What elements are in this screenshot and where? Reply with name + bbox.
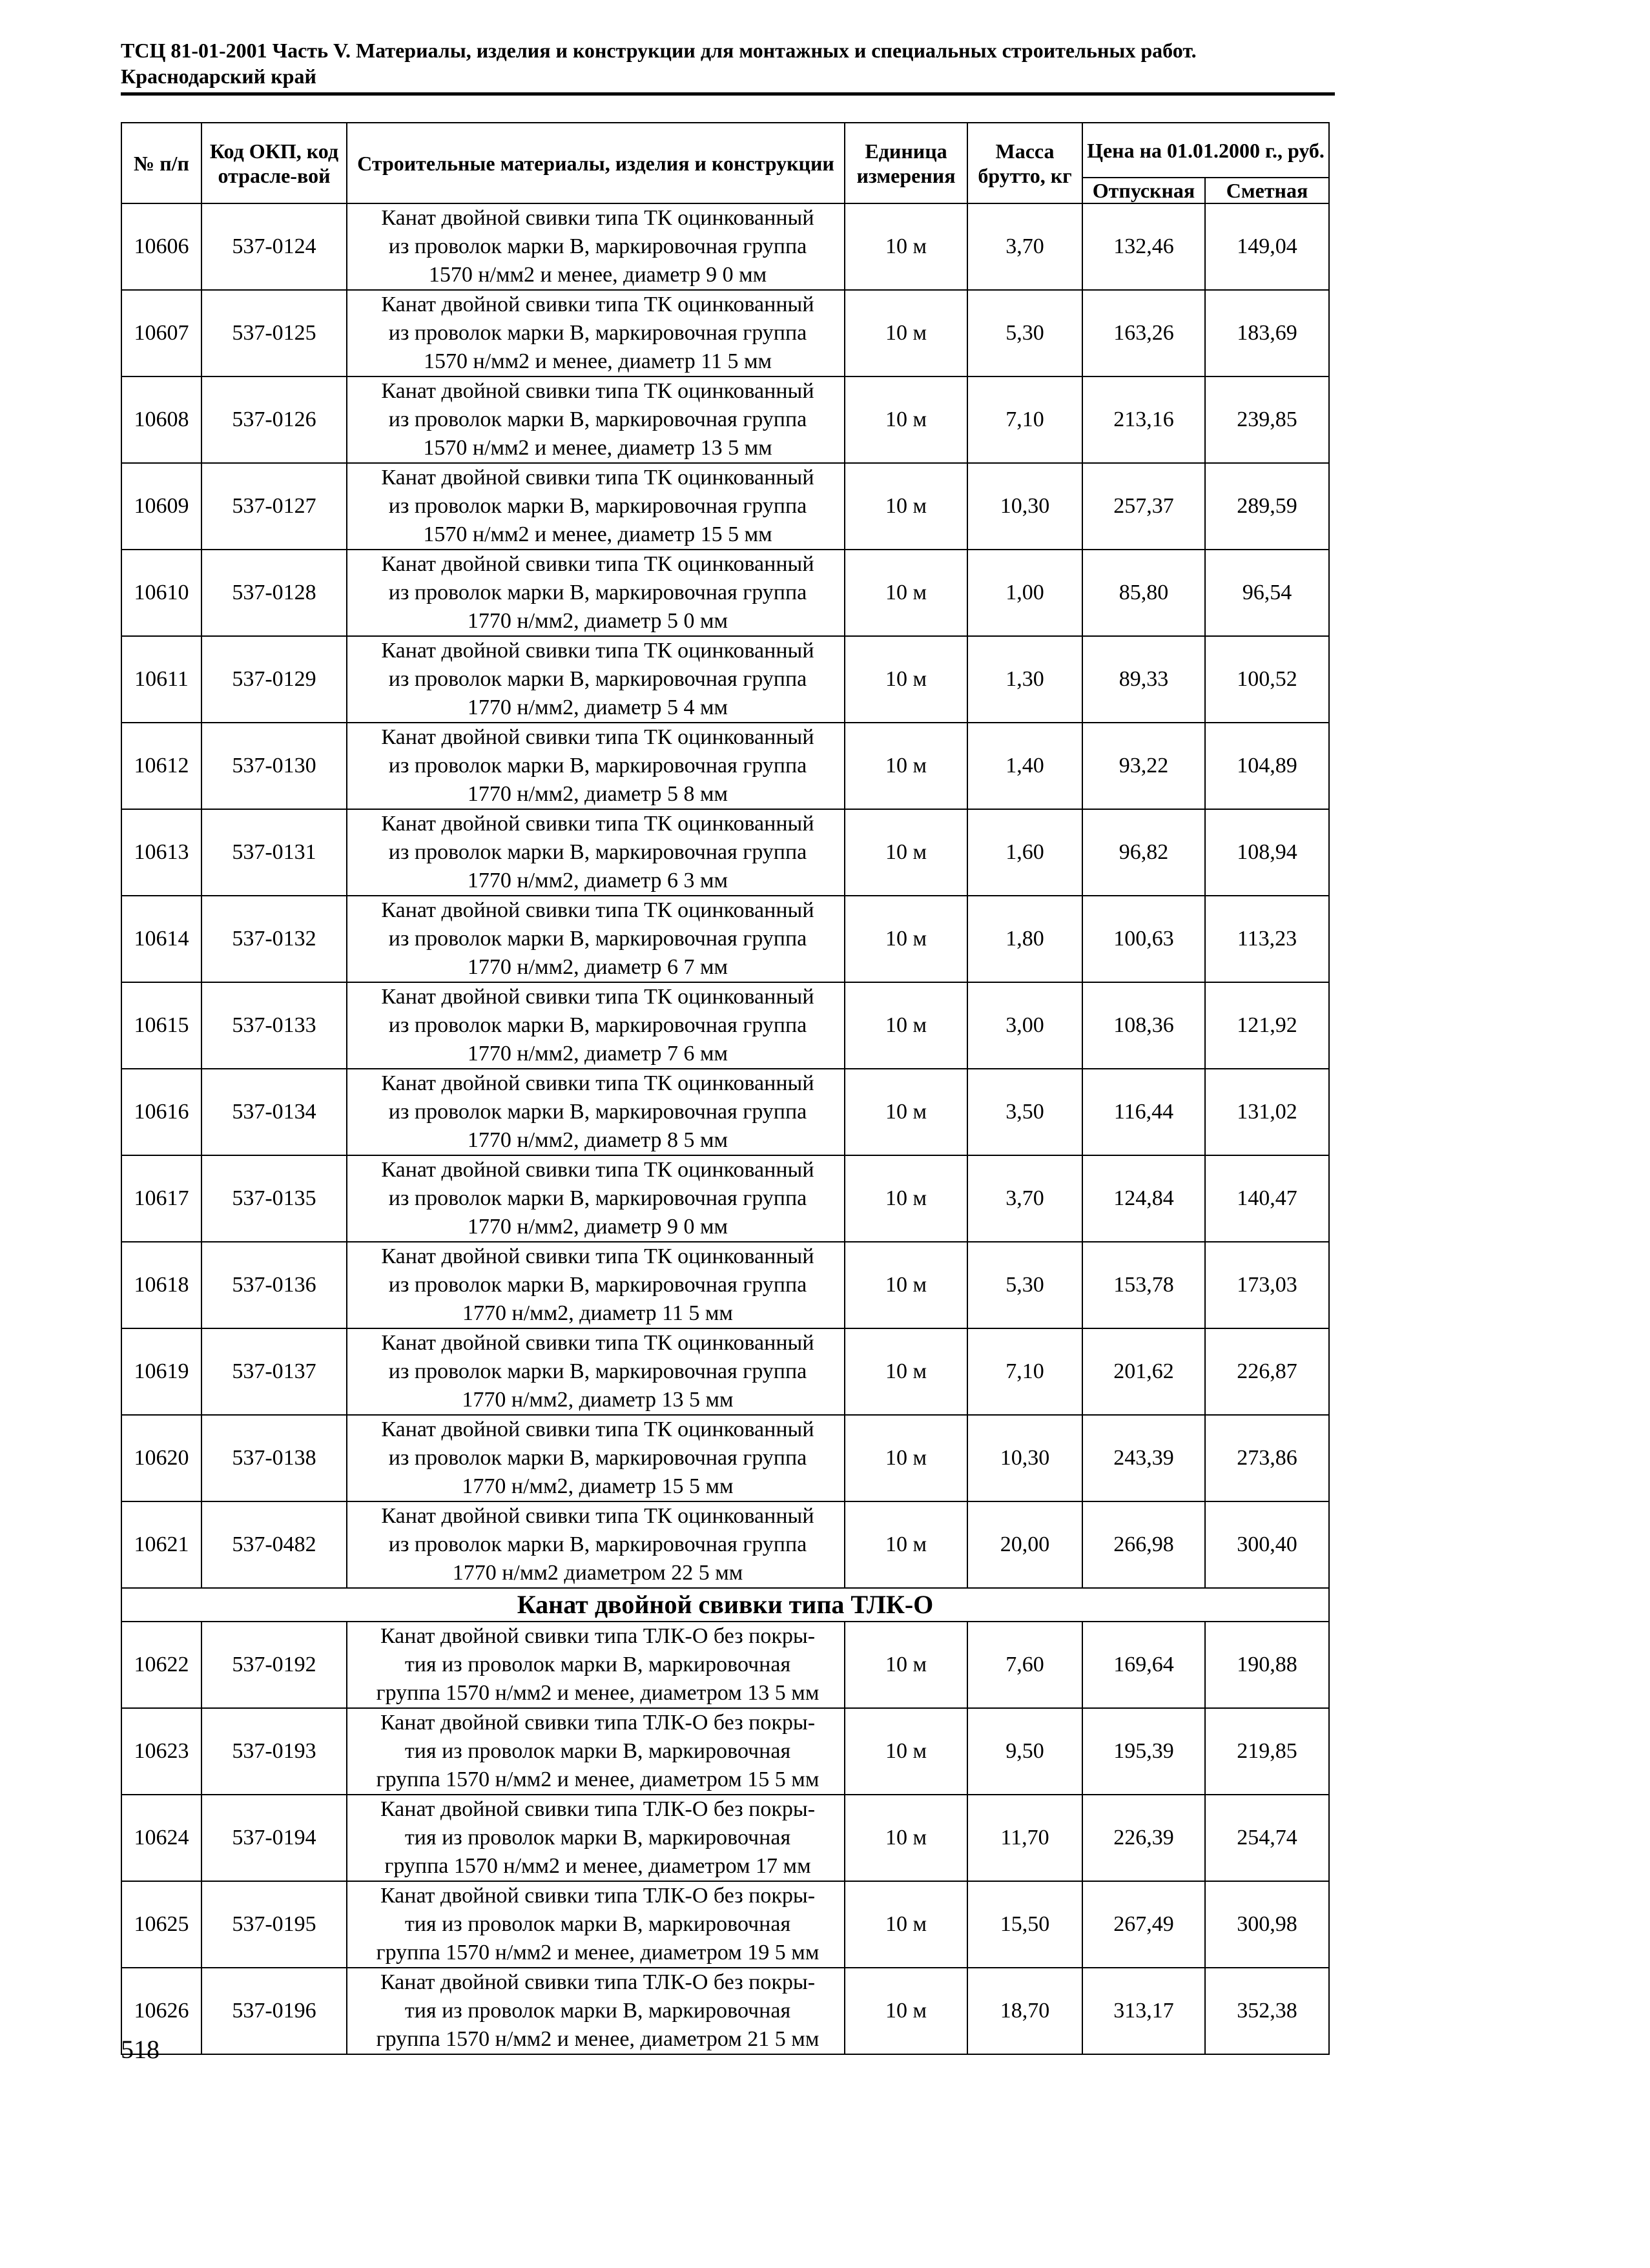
- table-row: [121, 1155, 1329, 1242]
- cell-estimate-price: 273,86: [1205, 1415, 1329, 1501]
- cell-description: [347, 203, 845, 290]
- cell-release-price: 153,78: [1082, 1242, 1205, 1328]
- col-header-code: Код ОКП, код отрасле-вой: [201, 123, 347, 203]
- description-line-1: Канат двойной свивки типа ТК оцинкованный: [381, 1504, 814, 1528]
- description-line-3: группа 1570 н/мм2 и менее, диаметром 17 мм: [384, 1854, 811, 1878]
- cell-description: [347, 1708, 845, 1795]
- cell-release-price: 257,37: [1082, 463, 1205, 550]
- description-line-2: из проволок марки В, маркировочная группа: [388, 927, 807, 951]
- cell-code: 537-0192: [201, 1622, 347, 1708]
- cell-estimate-price: 352,38: [1205, 1968, 1329, 2054]
- cell-unit: 10 м: [845, 896, 967, 982]
- description-line-3: 1770 н/мм2, диаметр 5 8 мм: [467, 782, 728, 806]
- cell-mass: 1,40: [967, 723, 1082, 809]
- table-row: [121, 1622, 1329, 1708]
- cell-mass: 7,10: [967, 376, 1082, 463]
- table-row: [121, 809, 1329, 896]
- cell-code: 537-0193: [201, 1708, 347, 1795]
- cell-unit: 10 м: [845, 290, 967, 376]
- description-line-1: Канат двойной свивки типа ТЛК-О без покры-: [380, 1797, 816, 1821]
- description-line-1: Канат двойной свивки типа ТК оцинкованный: [381, 812, 814, 836]
- cell-release-price: 267,49: [1082, 1881, 1205, 1968]
- page-header: [121, 37, 1348, 89]
- cell-unit: 10 м: [845, 636, 967, 723]
- cell-estimate-price: 113,23: [1205, 896, 1329, 982]
- cell-num: 10609: [121, 463, 201, 550]
- cell-release-price: 163,26: [1082, 290, 1205, 376]
- table-row: [121, 203, 1329, 290]
- cell-code: 537-0137: [201, 1328, 347, 1415]
- description-line-2: тия из проволок марки В, маркировочная: [404, 1653, 791, 1676]
- description-line-2: из проволок марки В, маркировочная группа: [388, 1186, 807, 1210]
- cell-release-price: 313,17: [1082, 1968, 1205, 2054]
- cell-estimate-price: 96,54: [1205, 550, 1329, 636]
- cell-unit: 10 м: [845, 1415, 967, 1501]
- cell-estimate-price: 300,40: [1205, 1501, 1329, 1588]
- cell-estimate-price: 121,92: [1205, 982, 1329, 1069]
- description-line-3: группа 1570 н/мм2 и менее, диаметром 15 5 мм: [376, 1768, 820, 1791]
- table-row: [121, 982, 1329, 1069]
- description-line-2: из проволок марки В, маркировочная группа: [388, 321, 807, 345]
- cell-code: 537-0138: [201, 1415, 347, 1501]
- cell-release-price: 116,44: [1082, 1069, 1205, 1155]
- table-row: [121, 1501, 1329, 1588]
- cell-unit: 10 м: [845, 1155, 967, 1242]
- description-line-1: Канат двойной свивки типа ТК оцинкованный: [381, 379, 814, 403]
- document-region: Краснодарский край: [121, 65, 316, 88]
- cell-mass: 20,00: [967, 1501, 1082, 1588]
- table-row: [121, 463, 1329, 550]
- cell-release-price: 85,80: [1082, 550, 1205, 636]
- description-line-1: Канат двойной свивки типа ТК оцинкованный: [381, 1331, 814, 1355]
- description-line-1: Канат двойной свивки типа ТЛК-О без покры-: [380, 1970, 816, 1994]
- description-line-3: 1770 н/мм2, диаметр 13 5 мм: [462, 1388, 734, 1412]
- description-line-1: Канат двойной свивки типа ТК оцинкованный: [381, 985, 814, 1009]
- description-line-3: 1770 н/мм2, диаметр 9 0 мм: [467, 1215, 728, 1239]
- cell-release-price: 93,22: [1082, 723, 1205, 809]
- description-line-3: 1770 н/мм2, диаметр 5 0 мм: [467, 609, 728, 633]
- cell-release-price: 89,33: [1082, 636, 1205, 723]
- description-line-2: из проволок марки В, маркировочная группа: [388, 1359, 807, 1383]
- cell-num: 10625: [121, 1881, 201, 1968]
- cell-mass: 9,50: [967, 1708, 1082, 1795]
- cell-code: 537-0124: [201, 203, 347, 290]
- cell-description: [347, 896, 845, 982]
- description-line-3: группа 1570 н/мм2 и менее, диаметром 19 5 мм: [376, 1941, 820, 1964]
- col-header-num: № п/п: [121, 123, 201, 203]
- cell-mass: 3,70: [967, 203, 1082, 290]
- description-line-3: группа 1570 н/мм2 и менее, диаметром 13 5 мм: [376, 1681, 820, 1705]
- description-line-1: Канат двойной свивки типа ТК оцинкованный: [381, 293, 814, 316]
- cell-description: [347, 550, 845, 636]
- cell-code: 537-0127: [201, 463, 347, 550]
- cell-unit: 10 м: [845, 203, 967, 290]
- price-table: [121, 122, 1330, 2055]
- description-line-1: Канат двойной свивки типа ТК оцинкованный: [381, 1244, 814, 1268]
- cell-estimate-price: 173,03: [1205, 1242, 1329, 1328]
- cell-mass: 3,50: [967, 1069, 1082, 1155]
- cell-estimate-price: 149,04: [1205, 203, 1329, 290]
- cell-unit: 10 м: [845, 1501, 967, 1588]
- cell-code: 537-0196: [201, 1968, 347, 2054]
- cell-description: [347, 723, 845, 809]
- cell-description: [347, 809, 845, 896]
- cell-unit: 10 м: [845, 723, 967, 809]
- cell-release-price: 108,36: [1082, 982, 1205, 1069]
- cell-code: 537-0125: [201, 290, 347, 376]
- cell-num: 10626: [121, 1968, 201, 2054]
- col-header-unit: Единица измерения: [845, 123, 967, 203]
- cell-release-price: 226,39: [1082, 1795, 1205, 1881]
- cell-num: 10623: [121, 1708, 201, 1795]
- cell-mass: 10,30: [967, 463, 1082, 550]
- cell-code: 537-0194: [201, 1795, 347, 1881]
- cell-mass: 11,70: [967, 1795, 1082, 1881]
- description-line-3: 1770 н/мм2 диаметром 22 5 мм: [452, 1561, 743, 1585]
- table-row: [121, 1242, 1329, 1328]
- cell-unit: 10 м: [845, 1242, 967, 1328]
- cell-unit: 10 м: [845, 809, 967, 896]
- cell-num: 10616: [121, 1069, 201, 1155]
- cell-estimate-price: 300,98: [1205, 1881, 1329, 1968]
- cell-description: [347, 1155, 845, 1242]
- cell-num: 10617: [121, 1155, 201, 1242]
- cell-mass: 5,30: [967, 1242, 1082, 1328]
- cell-unit: 10 м: [845, 1708, 967, 1795]
- description-line-1: Канат двойной свивки типа ТЛК-О без покры-: [380, 1711, 816, 1735]
- cell-code: 537-0131: [201, 809, 347, 896]
- cell-description: [347, 1069, 845, 1155]
- description-line-1: Канат двойной свивки типа ТЛК-О без покры-: [380, 1884, 816, 1908]
- table-row: [121, 896, 1329, 982]
- cell-unit: 10 м: [845, 376, 967, 463]
- cell-code: 537-0130: [201, 723, 347, 809]
- cell-description: [347, 1415, 845, 1501]
- cell-num: 10610: [121, 550, 201, 636]
- description-line-1: Канат двойной свивки типа ТК оцинкованный: [381, 1158, 814, 1182]
- cell-num: 10618: [121, 1242, 201, 1328]
- description-line-1: Канат двойной свивки типа ТК оцинкованный: [381, 898, 814, 922]
- cell-code: 537-0195: [201, 1881, 347, 1968]
- cell-estimate-price: 239,85: [1205, 376, 1329, 463]
- cell-unit: 10 м: [845, 1069, 967, 1155]
- cell-estimate-price: 140,47: [1205, 1155, 1329, 1242]
- cell-release-price: 213,16: [1082, 376, 1205, 463]
- cell-description: [347, 1968, 845, 2054]
- cell-mass: 10,30: [967, 1415, 1082, 1501]
- cell-mass: 7,10: [967, 1328, 1082, 1415]
- cell-code: 537-0132: [201, 896, 347, 982]
- cell-num: 10608: [121, 376, 201, 463]
- description-line-3: 1570 н/мм2 и менее, диаметр 13 5 мм: [423, 436, 772, 460]
- cell-code: 537-0482: [201, 1501, 347, 1588]
- cell-num: 10620: [121, 1415, 201, 1501]
- group2-body: [121, 1622, 1329, 2054]
- description-line-2: из проволок марки В, маркировочная группа: [388, 581, 807, 604]
- description-line-1: Канат двойной свивки типа ТК оцинкованный: [381, 1418, 814, 1441]
- description-line-1: Канат двойной свивки типа ТК оцинкованный: [381, 639, 814, 663]
- cell-code: 537-0136: [201, 1242, 347, 1328]
- section-row: [121, 1588, 1329, 1622]
- cell-mass: 7,60: [967, 1622, 1082, 1708]
- cell-estimate-price: 219,85: [1205, 1708, 1329, 1795]
- cell-code: 537-0134: [201, 1069, 347, 1155]
- description-line-2: из проволок марки В, маркировочная группа: [388, 494, 807, 518]
- description-line-3: 1770 н/мм2, диаметр 15 5 мм: [462, 1474, 734, 1498]
- cell-estimate-price: 190,88: [1205, 1622, 1329, 1708]
- cell-mass: 3,00: [967, 982, 1082, 1069]
- page-number: 518: [121, 2035, 160, 2064]
- cell-unit: 10 м: [845, 982, 967, 1069]
- table-row: [121, 1968, 1329, 2054]
- cell-estimate-price: 183,69: [1205, 290, 1329, 376]
- document-title: ТСЦ 81-01-2001 Часть V. Материалы, изделия и конструкции для монтажных и специальных строительных работ.: [121, 39, 1197, 62]
- cell-unit: 10 м: [845, 1328, 967, 1415]
- cell-estimate-price: 226,87: [1205, 1328, 1329, 1415]
- cell-num: 10613: [121, 809, 201, 896]
- cell-mass: 1,30: [967, 636, 1082, 723]
- cell-num: 10615: [121, 982, 201, 1069]
- description-line-3: 1570 н/мм2 и менее, диаметр 9 0 мм: [428, 263, 767, 287]
- cell-description: [347, 1328, 845, 1415]
- col-header-price: Цена на 01.01.2000 г., руб.: [1082, 123, 1329, 178]
- description-line-1: Канат двойной свивки типа ТК оцинкованный: [381, 1071, 814, 1095]
- cell-code: 537-0135: [201, 1155, 347, 1242]
- cell-estimate-price: 104,89: [1205, 723, 1329, 809]
- cell-release-price: 266,98: [1082, 1501, 1205, 1588]
- cell-description: [347, 463, 845, 550]
- description-line-3: 1770 н/мм2, диаметр 8 5 мм: [467, 1128, 728, 1152]
- description-line-2: тия из проволок марки В, маркировочная: [404, 1739, 791, 1763]
- table-row: [121, 1328, 1329, 1415]
- table-row: [121, 1795, 1329, 1881]
- section-title: Канат двойной свивки типа ТЛК-О: [121, 1588, 1329, 1622]
- description-line-3: 1770 н/мм2, диаметр 11 5 мм: [462, 1301, 733, 1325]
- cell-description: [347, 1881, 845, 1968]
- cell-release-price: 100,63: [1082, 896, 1205, 982]
- cell-description: [347, 636, 845, 723]
- cell-description: [347, 1622, 845, 1708]
- table-row: [121, 290, 1329, 376]
- table-row: [121, 1069, 1329, 1155]
- cell-num: 10624: [121, 1795, 201, 1881]
- cell-estimate-price: 108,94: [1205, 809, 1329, 896]
- cell-unit: 10 м: [845, 550, 967, 636]
- cell-num: 10622: [121, 1622, 201, 1708]
- description-line-1: Канат двойной свивки типа ТК оцинкованный: [381, 725, 814, 749]
- cell-mass: 5,30: [967, 290, 1082, 376]
- table-row: [121, 376, 1329, 463]
- cell-description: [347, 1501, 845, 1588]
- description-line-2: из проволок марки В, маркировочная группа: [388, 1532, 807, 1556]
- cell-unit: 10 м: [845, 1968, 967, 2054]
- cell-description: [347, 376, 845, 463]
- description-line-2: из проволок марки В, маркировочная группа: [388, 1273, 807, 1297]
- table-row: [121, 1415, 1329, 1501]
- group1-body: [121, 203, 1329, 1588]
- cell-release-price: 132,46: [1082, 203, 1205, 290]
- description-line-3: 1770 н/мм2, диаметр 5 4 мм: [467, 696, 728, 719]
- col-header-mass: Масса брутто, кг: [967, 123, 1082, 203]
- cell-num: 10611: [121, 636, 201, 723]
- cell-unit: 10 м: [845, 1795, 967, 1881]
- col-header-release-price: Отпускная: [1082, 178, 1205, 203]
- description-line-1: Канат двойной свивки типа ТК оцинкованный: [381, 206, 814, 230]
- cell-description: [347, 982, 845, 1069]
- cell-mass: 1,00: [967, 550, 1082, 636]
- cell-description: [347, 1795, 845, 1881]
- cell-num: 10621: [121, 1501, 201, 1588]
- description-line-3: 1570 н/мм2 и менее, диаметр 11 5 мм: [423, 349, 772, 373]
- cell-mass: 1,60: [967, 809, 1082, 896]
- cell-release-price: 124,84: [1082, 1155, 1205, 1242]
- cell-mass: 3,70: [967, 1155, 1082, 1242]
- cell-num: 10607: [121, 290, 201, 376]
- cell-release-price: 243,39: [1082, 1415, 1205, 1501]
- cell-code: 537-0126: [201, 376, 347, 463]
- cell-unit: 10 м: [845, 463, 967, 550]
- table-row: [121, 550, 1329, 636]
- description-line-1: Канат двойной свивки типа ТК оцинкованный: [381, 552, 814, 576]
- table-row: [121, 636, 1329, 723]
- description-line-2: тия из проволок марки В, маркировочная: [404, 1912, 791, 1936]
- cell-mass: 1,80: [967, 896, 1082, 982]
- description-line-3: 1770 н/мм2, диаметр 6 3 мм: [467, 869, 728, 892]
- cell-estimate-price: 100,52: [1205, 636, 1329, 723]
- description-line-3: 1770 н/мм2, диаметр 6 7 мм: [467, 955, 728, 979]
- cell-description: [347, 1242, 845, 1328]
- description-line-3: 1570 н/мм2 и менее, диаметр 15 5 мм: [423, 522, 772, 546]
- cell-unit: 10 м: [845, 1881, 967, 1968]
- description-line-2: тия из проволок марки В, маркировочная: [404, 1826, 791, 1850]
- description-line-2: из проволок марки В, маркировочная группа: [388, 840, 807, 864]
- col-header-estimate-price: Сметная: [1205, 178, 1329, 203]
- cell-code: 537-0129: [201, 636, 347, 723]
- col-header-name: Строительные материалы, изделия и конструкции: [347, 123, 845, 203]
- table-row: [121, 1708, 1329, 1795]
- description-line-3: 1770 н/мм2, диаметр 7 6 мм: [467, 1042, 728, 1066]
- description-line-2: из проволок марки В, маркировочная группа: [388, 234, 807, 258]
- description-line-2: из проволок марки В, маркировочная группа: [388, 1446, 807, 1470]
- description-line-2: тия из проволок марки В, маркировочная: [404, 1999, 791, 2023]
- table-row: [121, 723, 1329, 809]
- cell-description: [347, 290, 845, 376]
- description-line-2: из проволок марки В, маркировочная группа: [388, 667, 807, 691]
- cell-release-price: 96,82: [1082, 809, 1205, 896]
- cell-estimate-price: 254,74: [1205, 1795, 1329, 1881]
- cell-num: 10612: [121, 723, 201, 809]
- description-line-2: из проволок марки В, маркировочная группа: [388, 407, 807, 431]
- cell-estimate-price: 289,59: [1205, 463, 1329, 550]
- cell-mass: 15,50: [967, 1881, 1082, 1968]
- description-line-2: из проволок марки В, маркировочная группа: [388, 1013, 807, 1037]
- description-line-1: Канат двойной свивки типа ТЛК-О без покры-: [380, 1624, 816, 1648]
- table-row: [121, 1881, 1329, 1968]
- cell-release-price: 169,64: [1082, 1622, 1205, 1708]
- description-line-3: группа 1570 н/мм2 и менее, диаметром 21 5 мм: [376, 2027, 820, 2051]
- description-line-2: из проволок марки В, маркировочная группа: [388, 754, 807, 778]
- cell-release-price: 195,39: [1082, 1708, 1205, 1795]
- cell-estimate-price: 131,02: [1205, 1069, 1329, 1155]
- description-line-1: Канат двойной свивки типа ТК оцинкованный: [381, 466, 814, 490]
- header-divider: [121, 92, 1335, 96]
- cell-release-price: 201,62: [1082, 1328, 1205, 1415]
- cell-num: 10614: [121, 896, 201, 982]
- cell-num: 10606: [121, 203, 201, 290]
- cell-mass: 18,70: [967, 1968, 1082, 2054]
- description-line-2: из проволок марки В, маркировочная группа: [388, 1100, 807, 1124]
- cell-code: 537-0128: [201, 550, 347, 636]
- cell-num: 10619: [121, 1328, 201, 1415]
- cell-unit: 10 м: [845, 1622, 967, 1708]
- cell-code: 537-0133: [201, 982, 347, 1069]
